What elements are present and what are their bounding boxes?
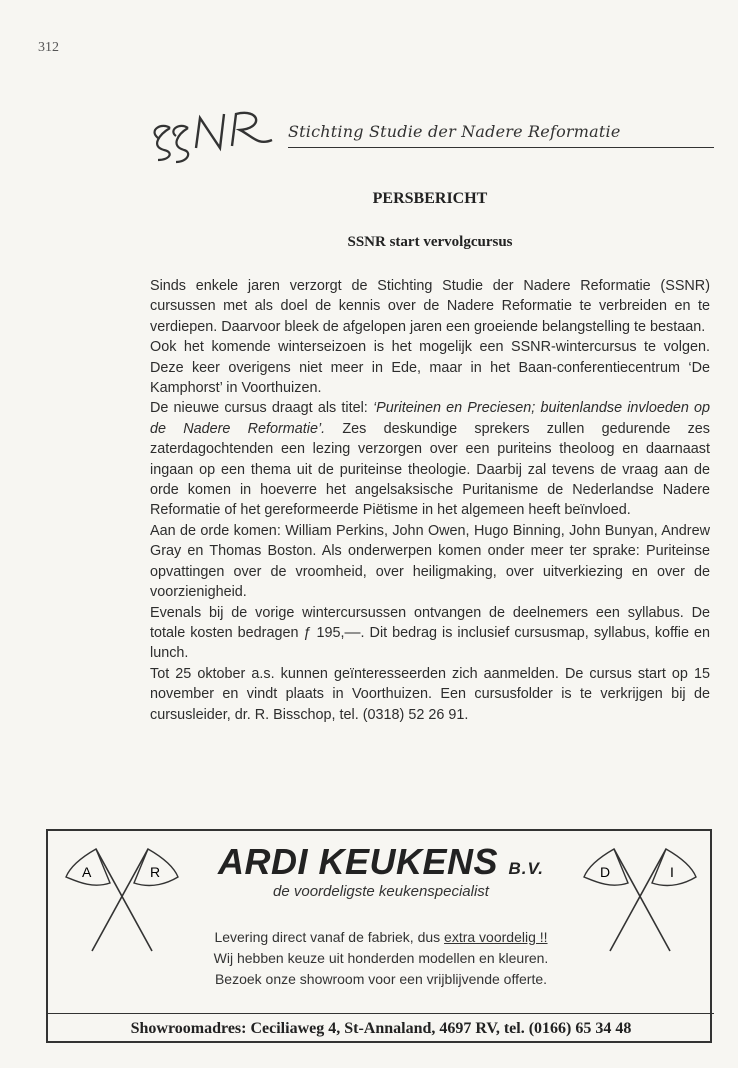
ssnr-logo — [140, 100, 290, 170]
ad-line — [168, 927, 594, 948]
ad-brand-name — [48, 841, 714, 883]
foundation-name: Stichting Studie der Nadere Reformatie — [288, 122, 714, 148]
page-number: 312 — [38, 40, 59, 55]
article-paragraph: Sinds enkele jaren verzorgt de Stichting Studie der Nadere Reformatie (SSNR) cursussen met als doel de kennis over de Nadere Reformatie te verbreiden en te verdiepen. Daarvoor bleek de afgelopen jaren een groeiende belangstelling te bestaan. — [150, 278, 710, 335]
article-title: SSNR start vervolgcursus — [347, 234, 513, 250]
ad-line: Wij hebben keuze uit honderden modellen en kleuren. — [213, 950, 549, 966]
flag-letter: I — [670, 864, 674, 880]
press-release-heading: PERSBERICHT — [372, 190, 488, 207]
flag-letter: D — [600, 864, 611, 880]
flag-letter: R — [150, 864, 161, 880]
article-paragraph: Ook het komende winterseizoen is het mogelijk een SSNR-wintercursus te volgen. Deze keer overigens niet meer in Ede, maar in het Baan-conferentiecentrum ‘De Kamphorst’ in Voorthuizen. — [150, 339, 710, 397]
article-body — [150, 276, 710, 725]
brand-name: ARDI KEUKENS — [217, 841, 498, 882]
brand-suffix: B.V. — [508, 859, 545, 878]
ad-line: Bezoek onze showroom voor een vrijblijvende offerte. — [214, 971, 548, 987]
course-description: Zes deskundige sprekers zullen gedurende zes zaterdagochtenden een lezing verzorgen over een puriteins theoloog en daarnaast ingaan op een thema uit de puriteinse theologie. Daarbij zal tevens de vraag aan de orde komen in hoeverre het angelsaksische Puritanisme de Nederlandse Nadere Reformatie of het gereformeerde Piëtisme in het algemeen heeft beïnvloed. — [150, 420, 710, 519]
flag-letter: A — [82, 864, 92, 880]
ad-line-text: Levering direct vanaf de fabriek, dus — [214, 929, 445, 945]
article-paragraph — [150, 398, 710, 520]
article-paragraph: Tot 25 oktober a.s. kunnen geïnteresseerden zich aanmelden. De cursus start op 15 november en vindt plaats in Voorthuizen. Een cursusfolder is te verkrijgen bij de cursusleider, dr. R. Bisschop, tel. (0318) 52 26 91. — [150, 665, 710, 723]
ad-highlight: extra voordelig !! — [444, 929, 548, 945]
article-paragraph: Aan de orde komen: William Perkins, John Owen, Hugo Binning, John Bunyan, Andrew Gray en Thomas Boston. Als onderwerpen komen onder meer ter sprake: Puriteinse opvattingen over de vroomheid, over heiligmaking, over uitverkiezing en over de voorzienigheid. — [150, 522, 710, 601]
course-title: ‘Puriteinen en Preciesen; buitenlandse invloeden op de Nadere Reformatie’. — [150, 400, 711, 437]
ardi-keukens-advertisement — [46, 829, 712, 1043]
ssnr-header — [140, 100, 714, 170]
article-paragraph: Evenals bij de vorige wintercursussen ontvangen de deelnemers een syllabus. De totale kosten bedragen ƒ 195,––. Dit bedrag is inclusief cursusmap, syllabus, koffie en lunch. — [150, 604, 710, 662]
ad-text — [168, 927, 594, 990]
ad-tagline: de voordeligste keukenspecialist — [273, 883, 489, 900]
showroom-address: Showroomadres: Ceciliaweg 4, St-Annaland, 4697 RV, tel. (0166) 65 34 48 — [48, 1013, 714, 1038]
course-title-intro: De nieuwe cursus draagt als titel: — [150, 400, 373, 417]
